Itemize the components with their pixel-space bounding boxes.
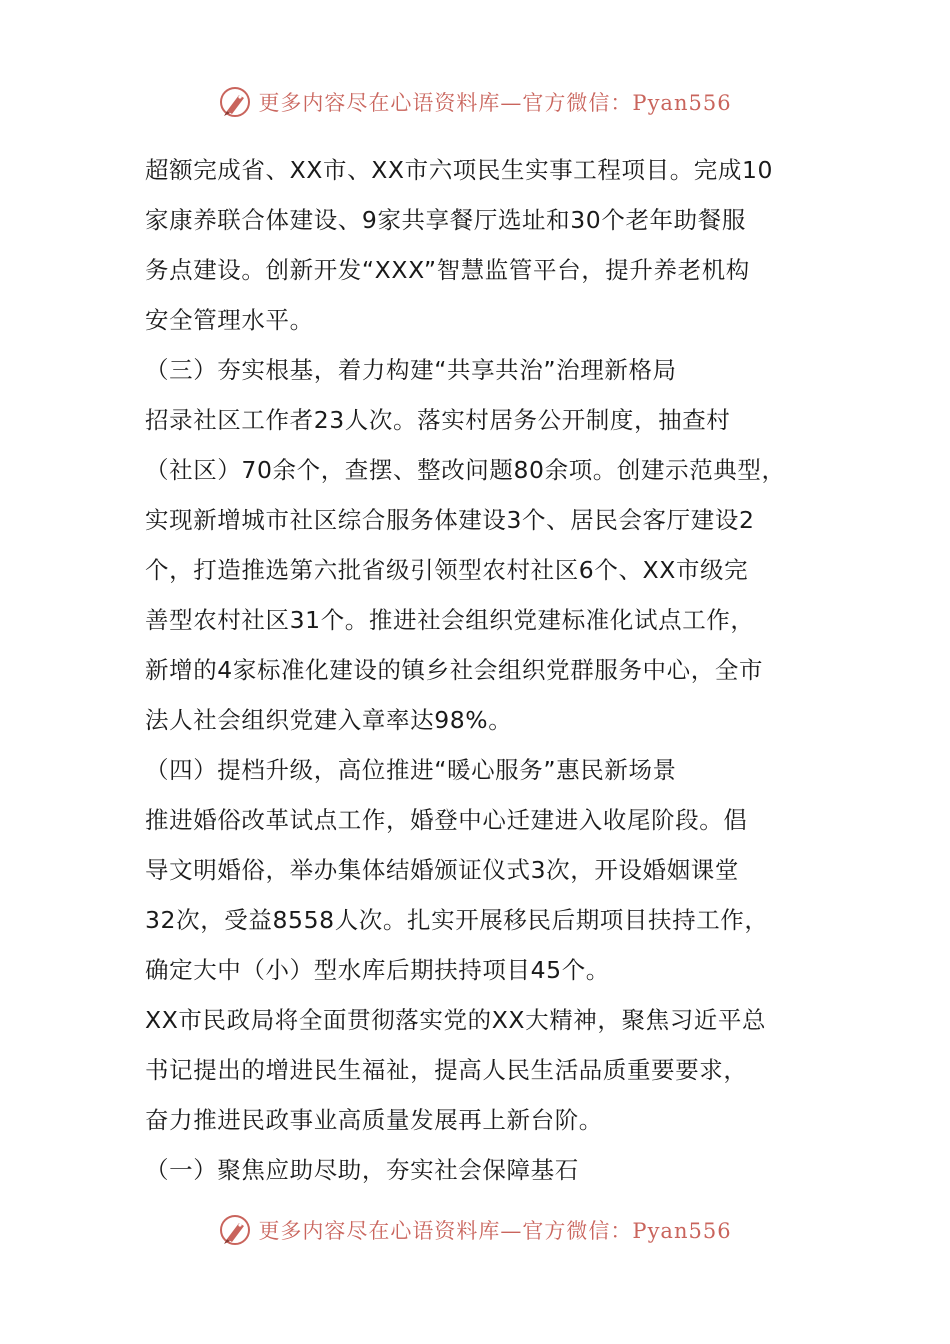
paragraph-line: 32次，受益8558人次。扎实开展移民后期项目扶持工作，: [145, 906, 769, 934]
document-body: [145, 150, 815, 1200]
pen-nib-logo-icon: [218, 1213, 252, 1247]
paragraph-line: 奋力推进民政事业高质量发展再上新台阶。: [145, 1106, 603, 1134]
paragraph-line: 新增的4家标准化建设的镇乡社会组织党群服务中心，全市: [145, 656, 764, 684]
paragraph-line: 推进婚俗改革试点工作，婚登中心迁建进入收尾阶段。倡: [145, 806, 748, 834]
paragraph-line: 安全管理水平。: [145, 306, 314, 334]
paragraph-line: 善型农村社区31个。推进社会组织党建标准化试点工作，: [145, 606, 755, 634]
paragraph-line: 个，打造推选第六批省级引领型农村社区6个、XX市级完: [145, 556, 749, 584]
pen-nib-logo-icon: [218, 85, 252, 119]
paragraph-line: 书记提出的增进民生福祉，提高人民生活品质重要要求，: [145, 1056, 748, 1084]
footer-watermark-banner: [0, 1210, 950, 1250]
watermark-text: 更多内容尽在心语资料库—官方微信：Pyan556: [258, 1219, 732, 1243]
header-watermark-banner: [0, 82, 950, 122]
paragraph-line: 家康养联合体建设、9家共享餐厅选址和30个老年助餐服: [145, 206, 746, 234]
paragraph-line: 务点建设。创新开发“XXX”智慧监管平台，提升养老机构: [145, 256, 750, 284]
paragraph-line: （社区）70余个，查摆、整改问题80余项。创建示范典型，: [145, 456, 786, 484]
section-heading: （四）提档升级，高位推进“暖心服务”惠民新场景: [145, 756, 677, 784]
paragraph-line: 招录社区工作者23人次。落实村居务公开制度，抽查村: [145, 406, 731, 434]
paragraph-line: XX市民政局将全面贯彻落实党的XX大精神，聚焦习近平总: [145, 1006, 767, 1034]
watermark-text: 更多内容尽在心语资料库—官方微信：Pyan556: [258, 91, 732, 115]
section-heading: （三）夯实根基，着力构建“共享共治”治理新格局: [145, 356, 677, 384]
paragraph-line: 导文明婚俗，举办集体结婚颁证仪式3次，开设婚姻课堂: [145, 856, 739, 884]
paragraph-line: 确定大中（小）型水库后期扶持项目45个。: [145, 956, 610, 984]
section-heading: （一）聚焦应助尽助，夯实社会保障基石: [145, 1156, 579, 1184]
paragraph-line: 超额完成省、XX市、XX市六项民生实事工程项目。完成10: [145, 156, 774, 184]
paragraph-line: 法人社会组织党建入章率达98%。: [145, 706, 513, 734]
paragraph-line: 实现新增城市社区综合服务体建设3个、居民会客厅建设2: [145, 506, 755, 534]
